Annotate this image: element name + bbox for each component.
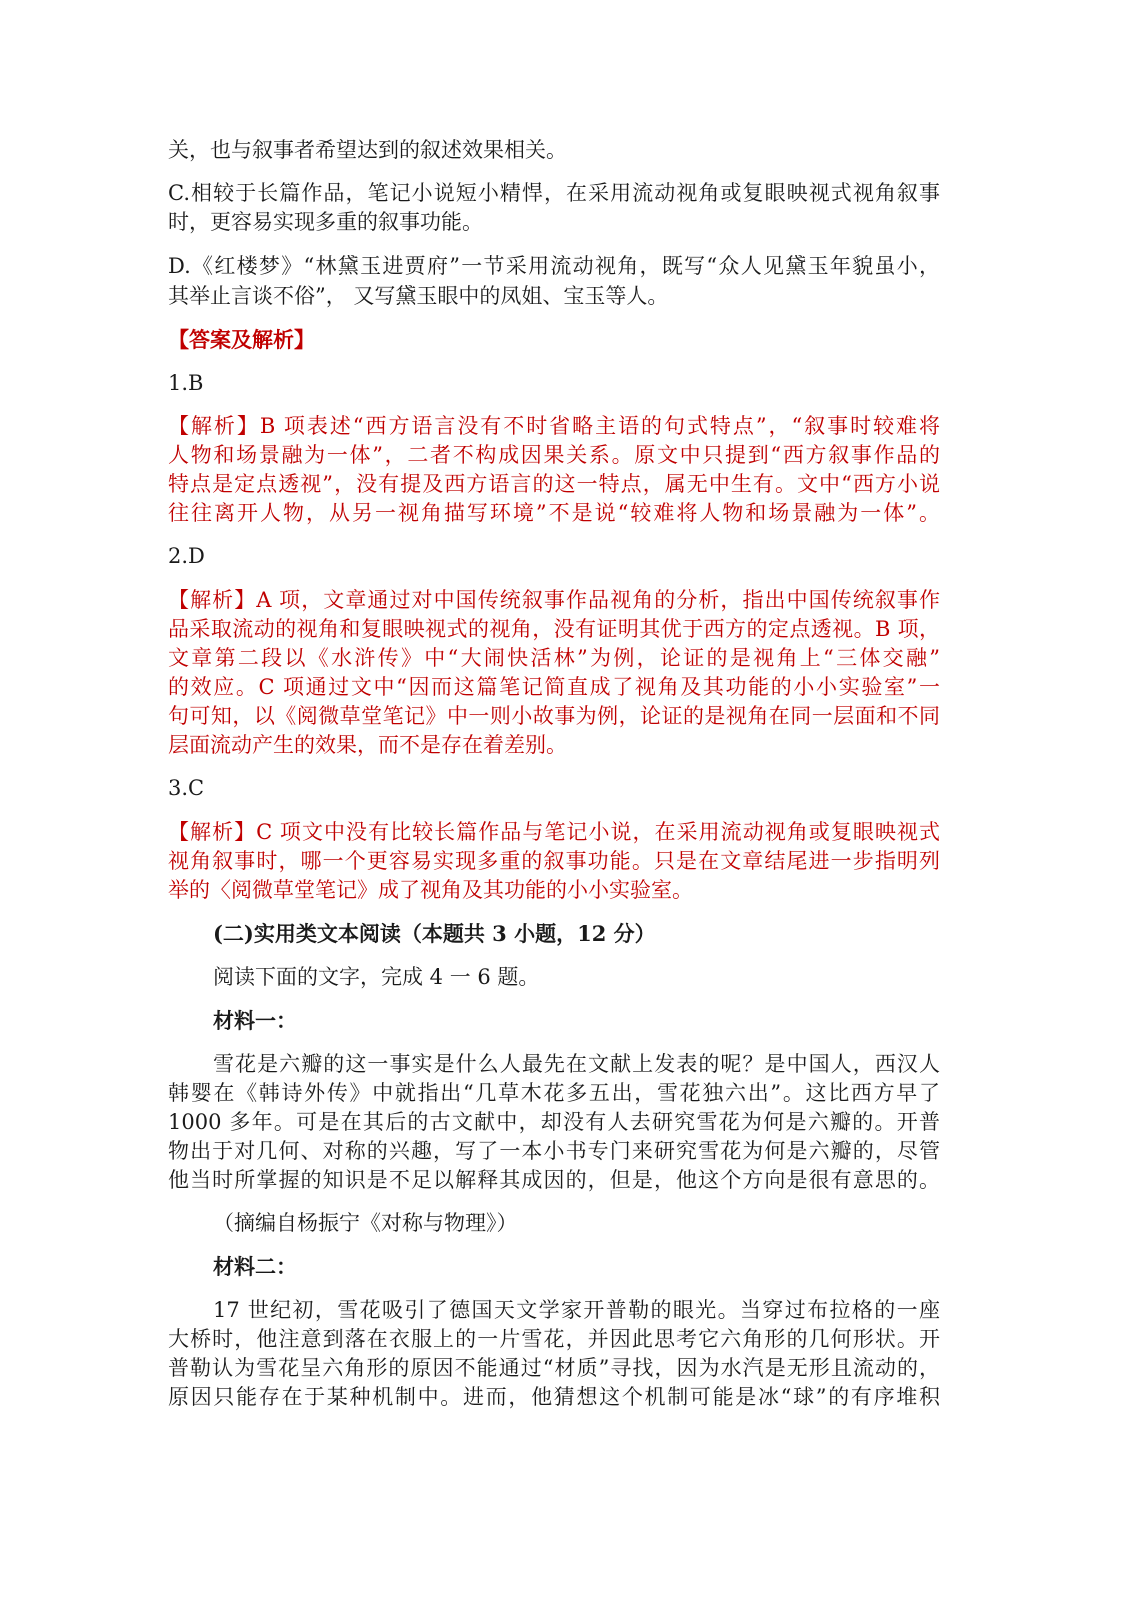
explanation-2-line: 品采取流动的视角和复眼映视式的视角，没有证明其优于西方的定点透视。B 项， [168, 617, 940, 641]
material-2-line: 原因只能存在于某种机制中。进而，他猜想这个机制可能是冰“球”的有序堆积 [168, 1385, 940, 1409]
material-2-line: 大桥时，他注意到落在衣服上的一片雪花，并因此思考它六角形的几何形状。开 [168, 1327, 940, 1351]
section-title: (二)实用类文本阅读（本题共 3 小题，12 分） [213, 921, 656, 946]
answer-key-3: 3.C [168, 776, 205, 800]
material-2-line: 普勒认为雪花呈六角形的原因不能通过“材质”寻找，因为水汽是无形且流动的， [168, 1356, 940, 1380]
explanation-1-line: 特点是定点透视”，没有提及西方语言的这一特点，属无中生有。文中“西方小说 [168, 472, 940, 496]
material-2-label: 材料二： [213, 1254, 297, 1279]
answer-key-1: 1.B [168, 371, 204, 395]
explanation-3-line: 视角叙事时，哪一个更容易实现多重的叙事功能。只是在文章结尾进一步指明列 [168, 849, 940, 873]
option-c-line: C.相较于长篇作品，笔记小说短小精悍，在采用流动视角或复眼映视式视角叙事 [168, 181, 940, 205]
material-2-line: 17 世纪初，雪花吸引了德国天文学家开普勒的眼光。当穿过布拉格的一座 [213, 1298, 940, 1322]
option-b-tail-line: 关，也与叙事者希望达到的叙述效果相关。 [168, 138, 567, 162]
explanation-2-line: 层面流动产生的效果，而不是存在着差别。 [168, 733, 567, 757]
explanation-1-line: 往往离开人物，从另一视角描写环境”不是说“较难将人物和场景融为一体”。 [168, 501, 940, 525]
explanation-2-line: 句可知，以《阅微草堂笔记》中一则小故事为例，论证的是视角在同一层面和不同 [168, 704, 940, 728]
explanation-1-line: 人物和场景融为一体”，二者不构成因果关系。原文中只提到“西方叙事作品的 [168, 443, 940, 467]
material-1-line: 物出于对几何、对称的兴趣，写了一本小书专门来研究雪花为何是六瓣的，尽管 [168, 1139, 940, 1163]
answer-heading: 【答案及解析】 [168, 327, 315, 352]
explanation-1-line: 【解析】B 项表述“西方语言没有不时省略主语的句式特点”，“叙事时较难将 [168, 414, 940, 438]
explanation-3-line: 【解析】C 项文中没有比较长篇作品与笔记小说，在采用流动视角或复眼映视式 [168, 820, 940, 844]
material-1-line: 雪花是六瓣的这一事实是什么人最先在文献上发表的呢？是中国人，西汉人 [213, 1052, 940, 1076]
option-d-line: 其举止言谈不俗”， 又写黛玉眼中的凤姐、宝玉等人。 [168, 284, 669, 308]
option-c-line: 时，更容易实现多重的叙事功能。 [168, 210, 483, 234]
option-d-line: D.《红楼梦》“林黛玉进贾府”一节采用流动视角，既写“众人见黛玉年貌虽小， [168, 254, 940, 278]
explanation-2-line: 文章第二段以《水浒传》中“大闹快活林”为例，论证的是视角上“三体交融” [168, 646, 940, 670]
material-1-line: 他当时所掌握的知识是不足以解释其成因的，但是，他这个方向是很有意思的。 [168, 1168, 940, 1192]
answer-key-2: 2.D [168, 544, 205, 568]
explanation-2-line: 的效应。C 项通过文中“因而这篇笔记简直成了视角及其功能的小小实验室”一 [168, 675, 940, 699]
material-1-label: 材料一： [213, 1008, 297, 1033]
explanation-3-line: 举的〈阅微草堂笔记》成了视角及其功能的小小实验室。 [168, 878, 693, 902]
explanation-2-line: 【解析】A 项，文章通过对中国传统叙事作品视角的分析，指出中国传统叙事作 [168, 588, 940, 612]
material-1-line: 1000 多年。可是在其后的古文献中，却没有人去研究雪花为何是六瓣的。开普 [168, 1110, 940, 1134]
material-1-source: （摘编自杨振宁《对称与物理》） [213, 1211, 518, 1235]
material-1-line: 韩婴在《韩诗外传》中就指出“几草木花多五出，雪花独六出”。这比西方早了 [168, 1081, 940, 1105]
section-instruction: 阅读下面的文字，完成 4 一 6 题。 [213, 965, 540, 989]
